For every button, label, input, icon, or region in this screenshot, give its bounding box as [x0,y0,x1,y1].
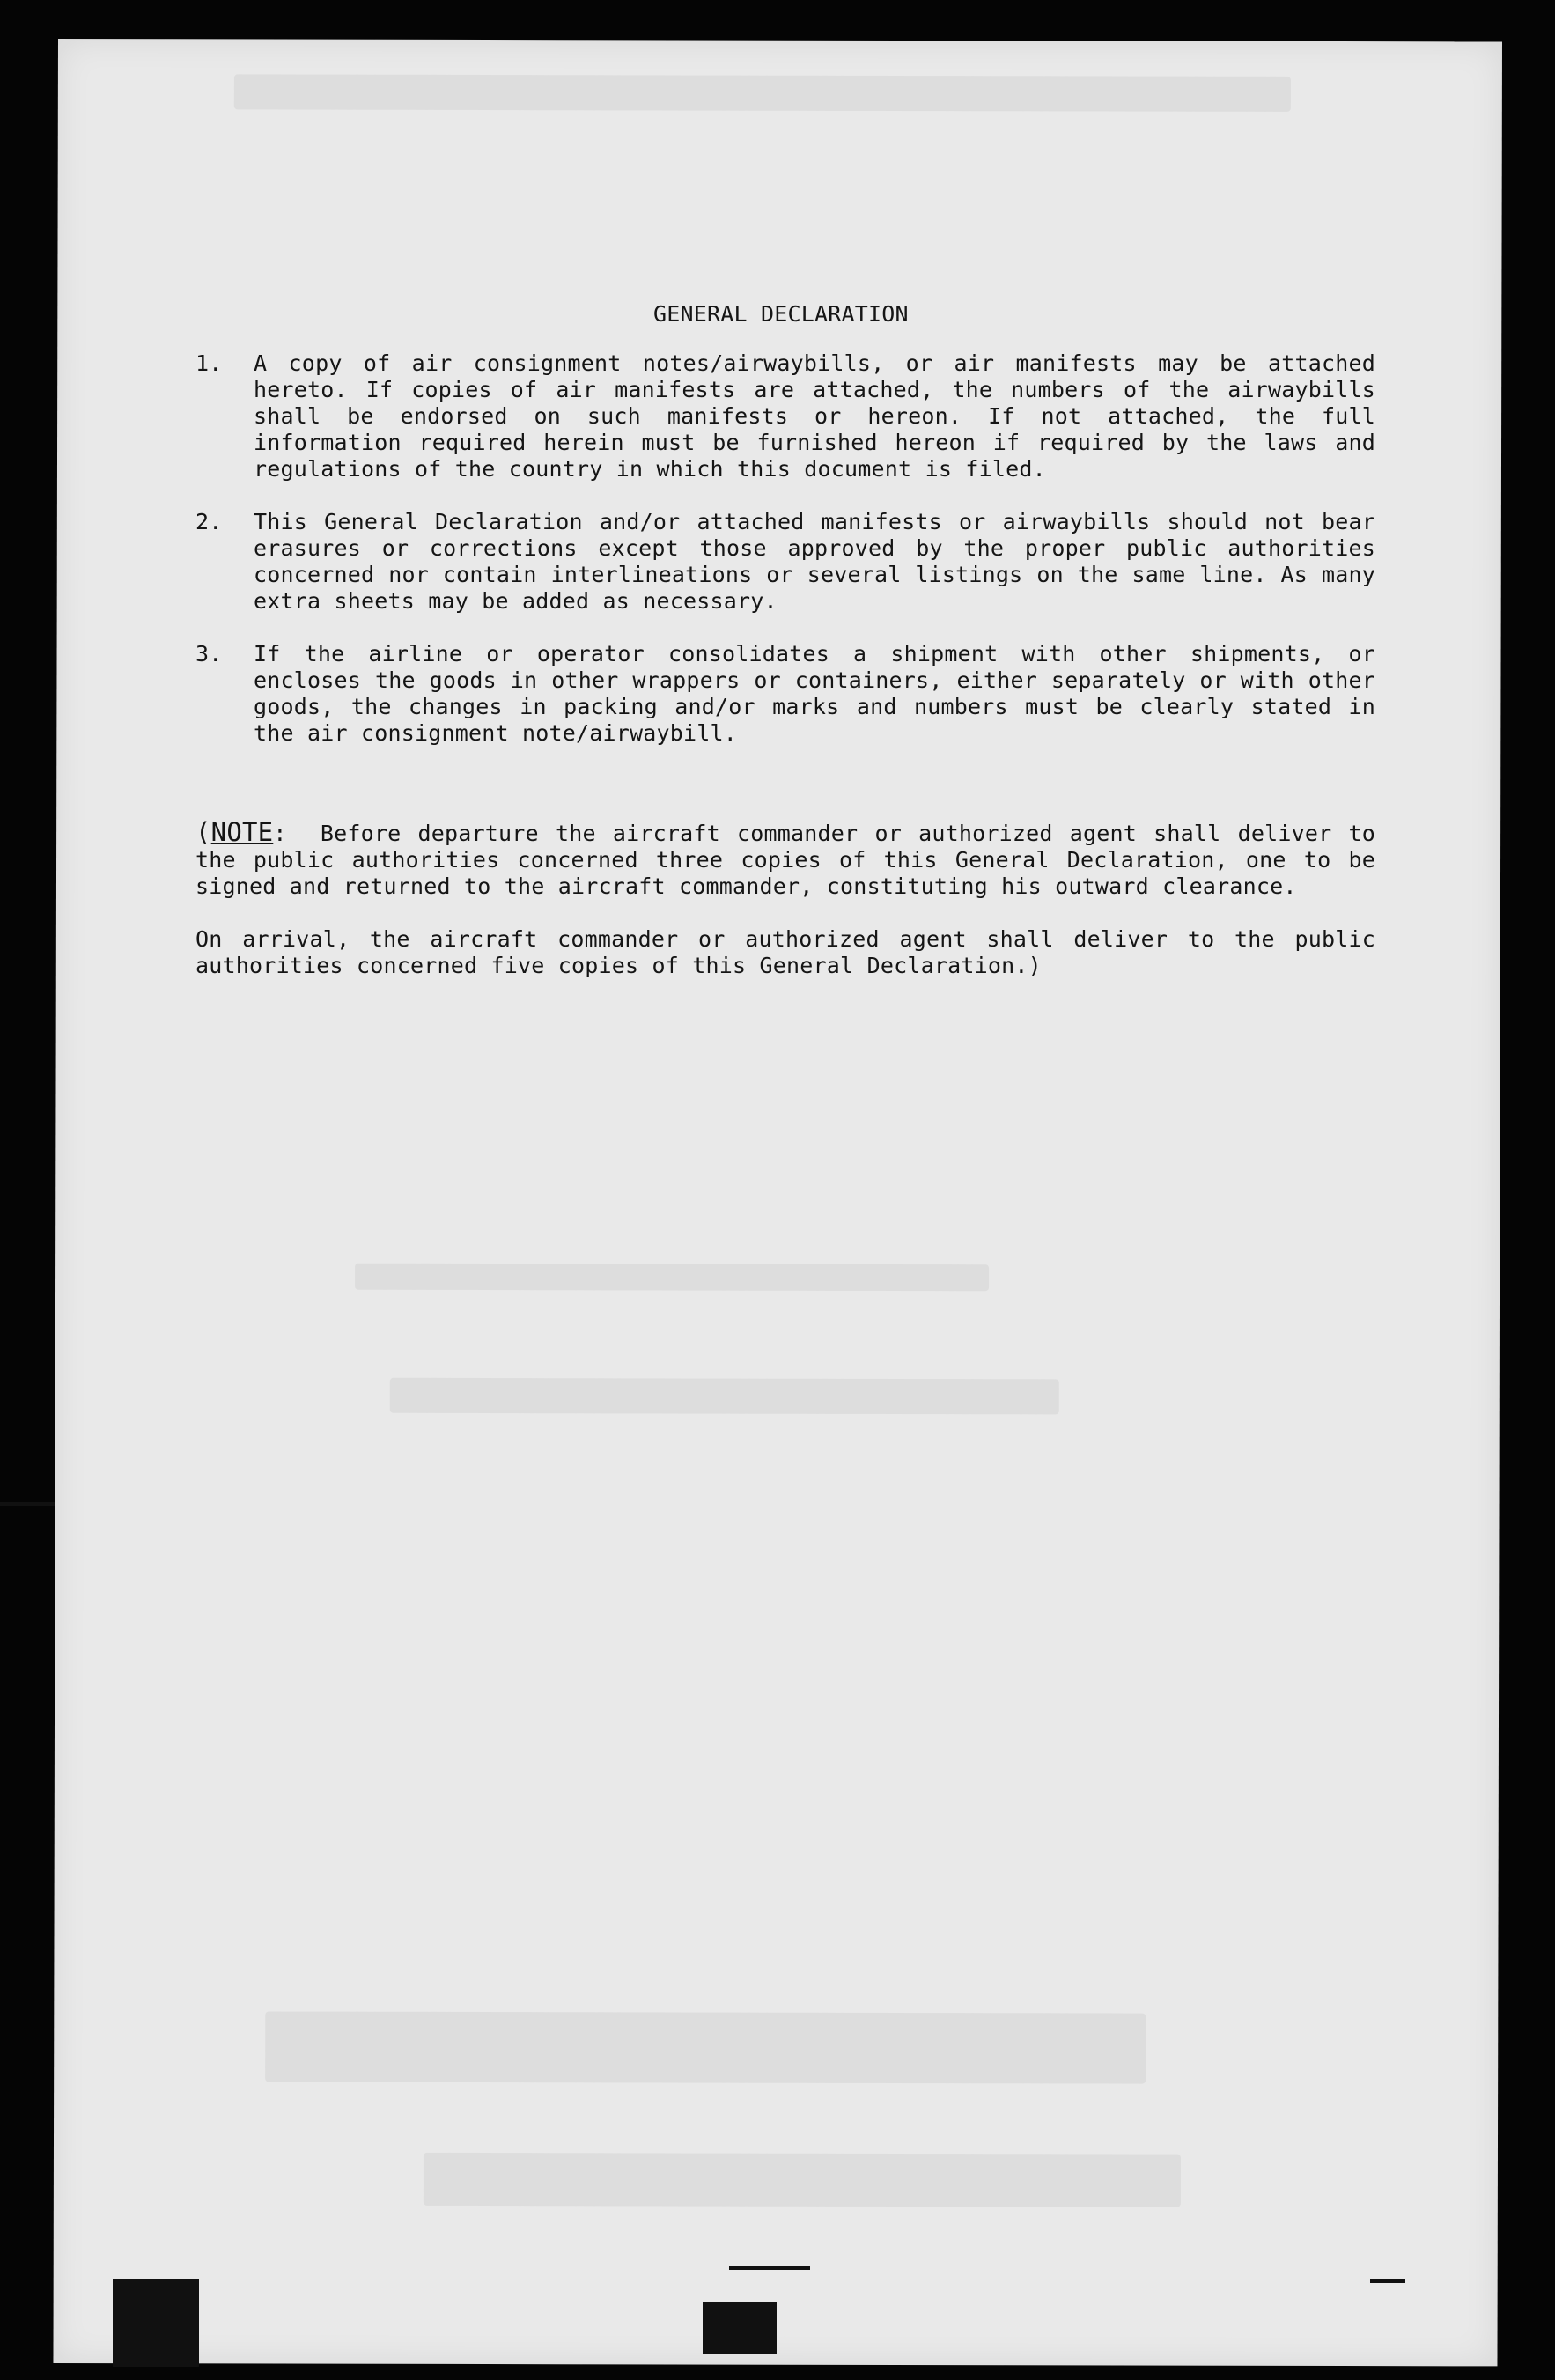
item-number: 2. [195,509,223,534]
bleed-through-mark [355,1264,989,1292]
bleed-through-mark [390,1378,1059,1415]
list-item [195,641,1375,747]
note-open-paren: ( [195,817,211,847]
list-item [195,509,1375,615]
scan-artifact [0,1502,55,1506]
note-label: NOTE [210,817,274,847]
note-paragraph [195,819,1375,900]
item-number: 3. [195,641,223,667]
list-item [195,350,1375,483]
bleed-through-mark [265,2011,1146,2083]
instruction-list [195,350,1375,773]
scan-artifact [1370,2279,1405,2283]
item-text: A copy of air consignment notes/airwaybills, or air manifests may be attached hereto. If copies of air manifests are attached, the numbers of the airwaybills shall be endorsed on such manifests or hereon. If not attached, the full information required herein must be furnished hereon if required by the laws and regulations of the country in which this document is filed. [254,350,1375,482]
note-text: Before departure the aircraft commander or authorized agent shall deliver to the public authorities concerned three copies of this General Declaration, one to be signed and returned to the aircraft commander, constituting his outward clearance. [195,821,1375,899]
scan-artifact [113,2279,199,2367]
item-text: If the airline or operator consolidates a shipment with other shipments, or encloses the goods in other wrappers or containers, either separately or with other goods, the changes in packing and/or marks and numbers must be clearly stated in the air consignment note/airwaybill. [254,641,1375,746]
arrival-paragraph: On arrival, the aircraft commander or authorized agent shall deliver to the public authorities concerned five copies of this General Declaration.) [195,926,1375,978]
bleed-through-mark [234,74,1291,112]
scan-artifact [703,2302,777,2354]
scan-artifact [729,2266,810,2270]
item-text: This General Declaration and/or attached manifests or airwaybills should not bear erasures or corrections except those approved by the proper public authorities concerned nor contain interlineations or several listings on the same line. As many extra sheets may be added as necessary. [254,509,1375,614]
page-title: GENERAL DECLARATION [653,301,909,327]
bleed-through-mark [424,2153,1181,2207]
item-number: 1. [195,350,223,376]
note-colon: : [273,821,287,846]
